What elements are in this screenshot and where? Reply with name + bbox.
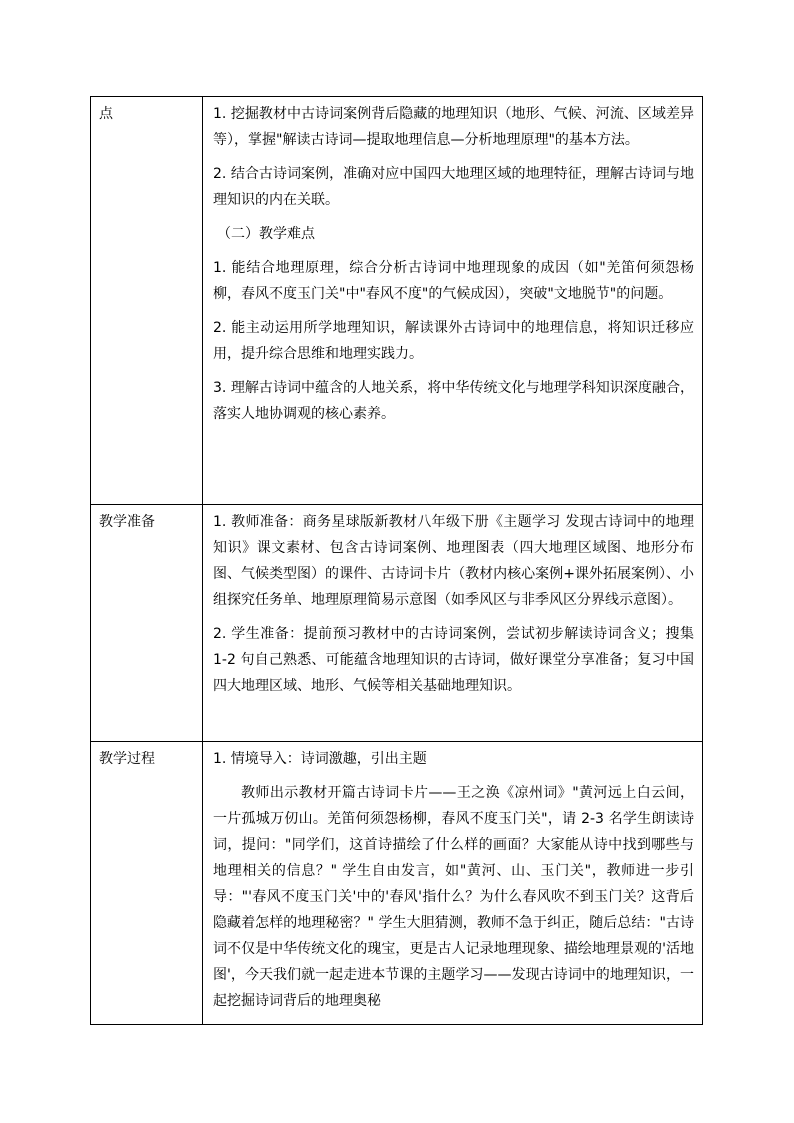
paragraph: 1. 能结合地理原理，综合分析古诗词中地理现象的成因（如"羌笛何须怨杨柳，春风不度玉门关"中"春风不度"的气候成因），突破"文地脱节"的问题。 (213, 260, 694, 302)
paragraph: 教师出示教材开篇古诗词卡片——王之涣《凉州词》"黄河远上白云间，一片孤城万仞山。羌笛何须怨杨柳，春风不度玉门关"，请 2-3 名学生朗读诗词，提问："同学们，这首诗描绘了什么样的画面？大家能从诗中找到哪些与地理相关的信息？" 学生自由发言，如"黄河、山、玉门关"，教师进一步引导："'春风不度玉门关'中的'春风'指什么？为什么春风吹不到玉门关？这背后隐藏着怎样的地理秘密？" 学生大胆猜测，教师不急于纠正，随后总结："古诗词不仅是中华传统文化的瑰宝，更是古人记录地理现象、描绘地理景观的'活地图'，今天我们就一起走进本节课的主题学习——发现古诗词中的地理知识，一起挖掘诗词背后的地理奥秘 (213, 785, 694, 1009)
section-heading: （二）教学难点 (217, 226, 315, 242)
paragraph: 2. 能主动运用所学地理知识，解读课外古诗词中的地理信息，将知识迁移应用，提升综合思维和地理实践力。 (213, 320, 694, 362)
section-heading: 1. 情境导入：诗词激趣，引出主题 (213, 751, 427, 767)
row-content (203, 505, 703, 742)
lesson-plan-table (90, 96, 703, 1025)
row-label: 教学准备 (91, 505, 203, 742)
row-label: 点 (91, 97, 203, 505)
paragraph: 1. 挖掘教材中古诗词案例背后隐藏的地理知识（地形、气候、河流、区域差异等），掌握"解读古诗词—提取地理信息—分析地理原理"的基本方法。 (213, 106, 694, 148)
table-row (91, 97, 703, 505)
row-content (203, 742, 703, 1025)
paragraph: 1. 教师准备：商务星球版新教材八年级下册《主题学习 发现古诗词中的地理知识》课文素材、包含古诗词案例、地理图表（四大地理区域图、地形分布图、气候类型图）的课件、古诗词卡片（教材内核心案例+课外拓展案例）、小组探究任务单、地理原理简易示意图（如季风区与非季风区分界线示意图）。 (213, 514, 694, 608)
row-label: 教学过程 (91, 742, 203, 1025)
table-row (91, 742, 703, 1025)
row-content (203, 97, 703, 505)
table-row (91, 505, 703, 742)
paragraph: 3. 理解古诗词中蕴含的人地关系，将中华传统文化与地理学科知识深度融合，落实人地协调观的核心素养。 (213, 380, 694, 422)
paragraph: 2. 学生准备：提前预习教材中的古诗词案例，尝试初步解读诗词含义；搜集 1-2 句自己熟悉、可能蕴含地理知识的古诗词，做好课堂分享准备；复习中国四大地理区域、地形、气候等相关基础地理知识。 (213, 626, 694, 694)
paragraph: 2. 结合古诗词案例，准确对应中国四大地理区域的地理特征，理解古诗词与地理知识的内在关联。 (213, 166, 694, 208)
